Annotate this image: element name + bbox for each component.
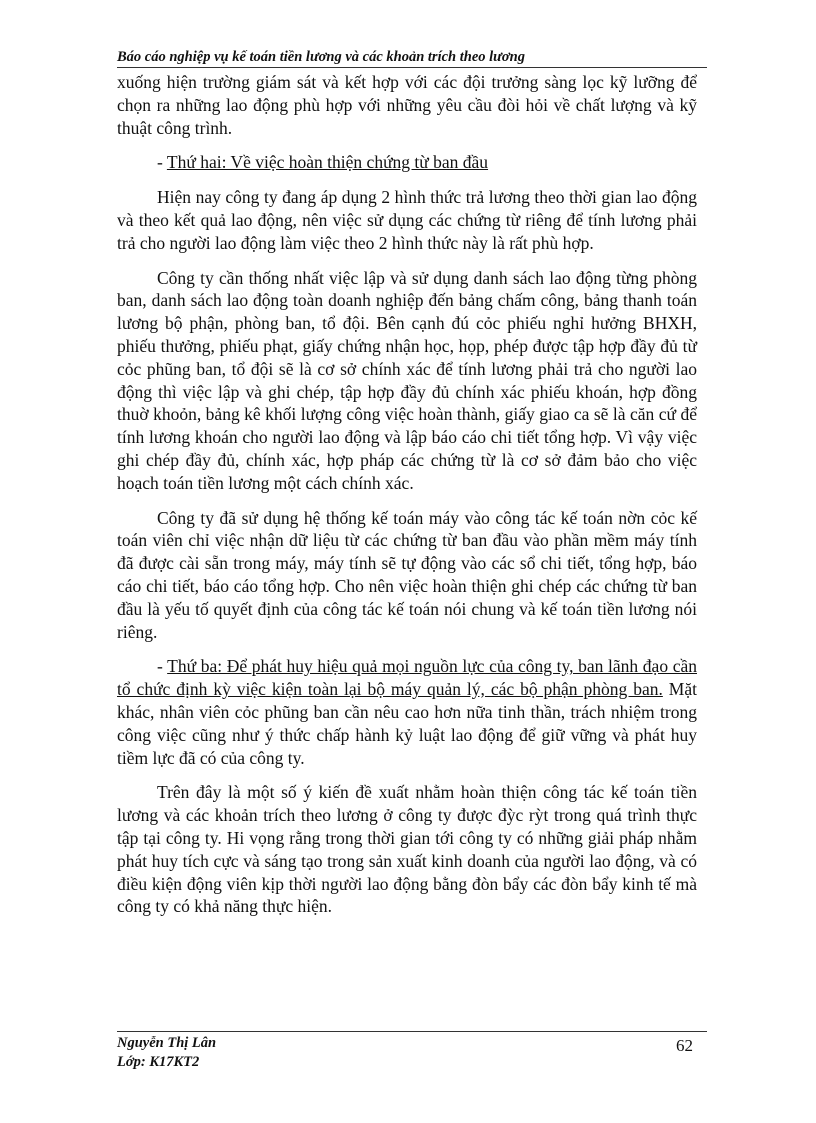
author-name: Nguyễn Thị Lân xyxy=(117,1035,217,1051)
paragraph-1: xuống hiện trường giám sát và kết hợp với các đội trưởng sàng lọc kỹ lưỡng để chọn ra những lao động phù hợp với những yêu cầu đòi hỏi về chất lượng và kỹ thuật công trình. xyxy=(117,72,697,138)
heading-text: Thứ hai: Về việc hoàn thiện chứng từ ban đầu xyxy=(166,152,489,173)
page-number: 62 xyxy=(676,1036,693,1055)
page-header xyxy=(117,48,707,68)
heading-prefix: - xyxy=(157,152,167,173)
heading-prefix: - xyxy=(157,656,168,677)
paragraph-4: Công ty cần thống nhất việc lập và sử dụng danh sách lao động từng phòng ban, danh sách lao động toàn doanh nghiệp đến bảng chấm công, bảng thanh toán lương bộ phận, phòng ban, tổ đội. Bên cạnh đú cỏc phiếu nghỉ hưởng BHXH, phiếu thưởng, phiếu phạt, giấy chứng nhận học, họp, phép được tập hợp đầy đủ từ cỏc phũng ban, tổ đội sẽ là cơ sở chính xác để tính lương phải trả cho người lao động thì việc lập và ghi chép, tập hợp đầy đủ chính xác phiếu khoán, hợp đồng thuờ khoỏn, bảng kê khối lượng công việc hoàn thành, giấy giao ca sẽ là căn cứ để tính lương khoán cho người lao động và lập báo cáo chi tiết tổng hợp. Vì vậy việc ghi chép đầy đủ, chính xác, hợp pháp các chứng từ là cơ sở đảm bảo cho việc hoạch toán tiền lương một cách chính xác. xyxy=(117,267,697,493)
heading-text: Thứ ba: Để phát huy hiệu quả mọi nguồn lực của công ty, ban lãnh đạo cần tổ chức định kỳ việc kiện toàn lại bộ máy quản lý, các bộ phận phòng ban. xyxy=(117,656,697,700)
section-heading-3 xyxy=(117,655,697,769)
document-body xyxy=(117,71,697,930)
paragraph-5: Công ty đã sử dụng hệ thống kế toán máy vào công tác kế toán nờn cỏc kế toán viên chỉ việc nhận dữ liệu từ các chứng từ ban đầu vào phần mềm máy tính đã được cài sẵn trong máy, máy tính sẽ tự động vào các sổ chi tiết, tổng hợp, báo cáo chi tiết, báo cáo tổng hợp. Cho nên việc hoàn thiện ghi chép các chứng từ ban đầu là yếu tố quyết định của công tác kế toán nói chung và kế toán tiền lương nói riêng. xyxy=(117,507,697,642)
header-title: Báo cáo nghiệp vụ kế toán tiền lương và các khoản trích theo lương xyxy=(117,49,525,65)
paragraph-text: Mặt khác, nhân viên cỏc phũng ban cần nêu cao hơn nữa tinh thần, trách nhiệm trong công việc cũng như ý thức chấp hành kỷ luật lao động để giữ vững và phát huy tiềm lực đã có của công ty. xyxy=(117,679,697,768)
page-footer xyxy=(117,1031,707,1072)
section-heading-2 xyxy=(117,151,697,174)
paragraph-7: Trên đây là một số ý kiến đề xuất nhằm hoàn thiện công tác kế toán tiền lương và các khoản trích theo lương ở công ty được đỳc rỳt trong quá trình thực tập tại công ty. Hi vọng rằng trong thời gian tới công ty có những giải pháp nhằm phát huy tích cực và sáng tạo trong sản xuất kinh doanh của người lao động, và có điều kiện động viên kịp thời người lao động bằng đòn bẩy các đòn bẩy kinh tế mà công ty có khả năng thực hiện. xyxy=(117,782,697,917)
class-label: Lớp: K17KT2 xyxy=(117,1054,200,1070)
paragraph-3: Hiện nay công ty đang áp dụng 2 hình thức trả lương theo thời gian lao động và theo kết quả lao động, nên việc sử dụng các chứng từ riêng để tính lương phải trả cho người lao động làm việc theo 2 hình thức này là rất phù hợp. xyxy=(117,187,697,253)
